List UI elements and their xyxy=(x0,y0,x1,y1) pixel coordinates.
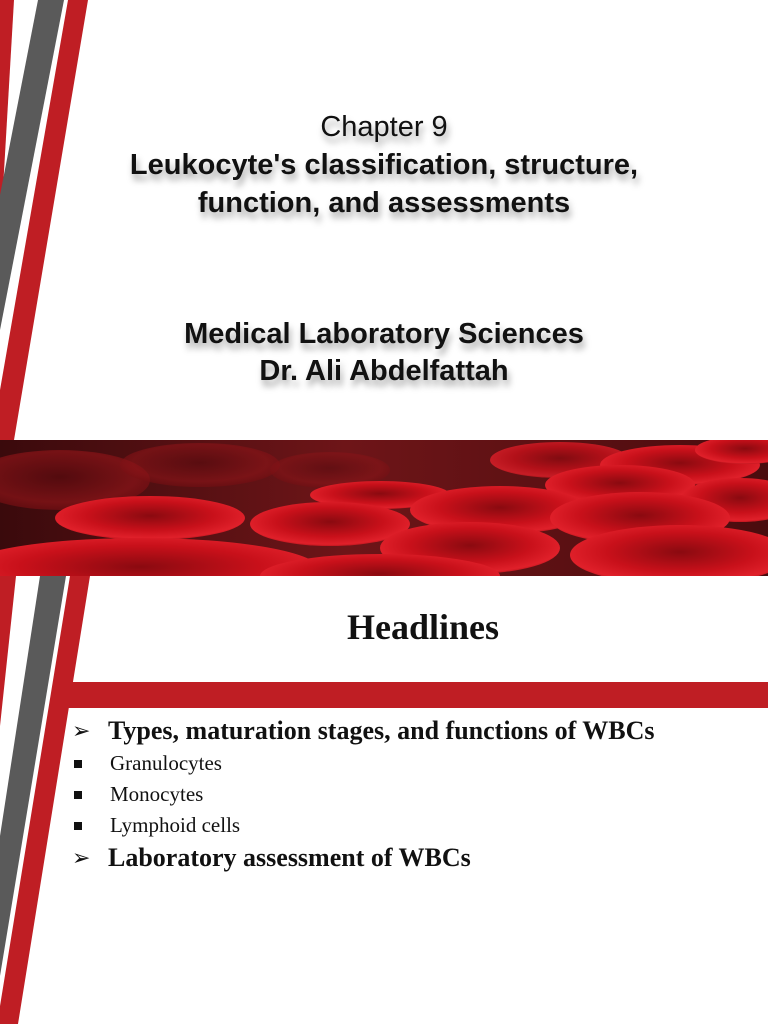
list-item-label: Monocytes xyxy=(110,782,204,806)
blood-cells-banner xyxy=(0,440,768,576)
title-line: Chapter 9 xyxy=(320,111,448,143)
title-line: Leukocyte's classification, structure, xyxy=(129,149,639,181)
list-item-label: Laboratory assessment of WBCs xyxy=(108,843,471,872)
subtitle-line: Dr. Ali Abdelfattah xyxy=(259,355,509,387)
arrow-bullet-icon: ➢ xyxy=(72,845,91,871)
list-item-label: Types, maturation stages, and functions of WBCs xyxy=(108,716,655,745)
list-item-label: Granulocytes xyxy=(110,751,222,775)
square-bullet-icon xyxy=(74,760,82,768)
headlines-slide xyxy=(0,576,768,1024)
slide-heading: Headlines xyxy=(346,607,499,647)
list-item xyxy=(72,779,762,810)
accent-bar xyxy=(68,682,768,708)
square-bullet-icon xyxy=(74,822,82,830)
arrow-bullet-icon: ➢ xyxy=(72,718,91,744)
list-item xyxy=(72,810,762,841)
title-line: function, and assessments xyxy=(197,187,571,219)
list-item-label: Lymphoid cells xyxy=(110,813,241,837)
bullet-list xyxy=(72,714,762,875)
list-item xyxy=(72,841,762,875)
list-item xyxy=(72,748,762,779)
list-item xyxy=(72,714,762,748)
slide-title xyxy=(0,108,768,222)
subtitle-line: Medical Laboratory Sciences xyxy=(184,318,584,350)
slide-subtitle xyxy=(0,316,768,390)
square-bullet-icon xyxy=(74,791,82,799)
